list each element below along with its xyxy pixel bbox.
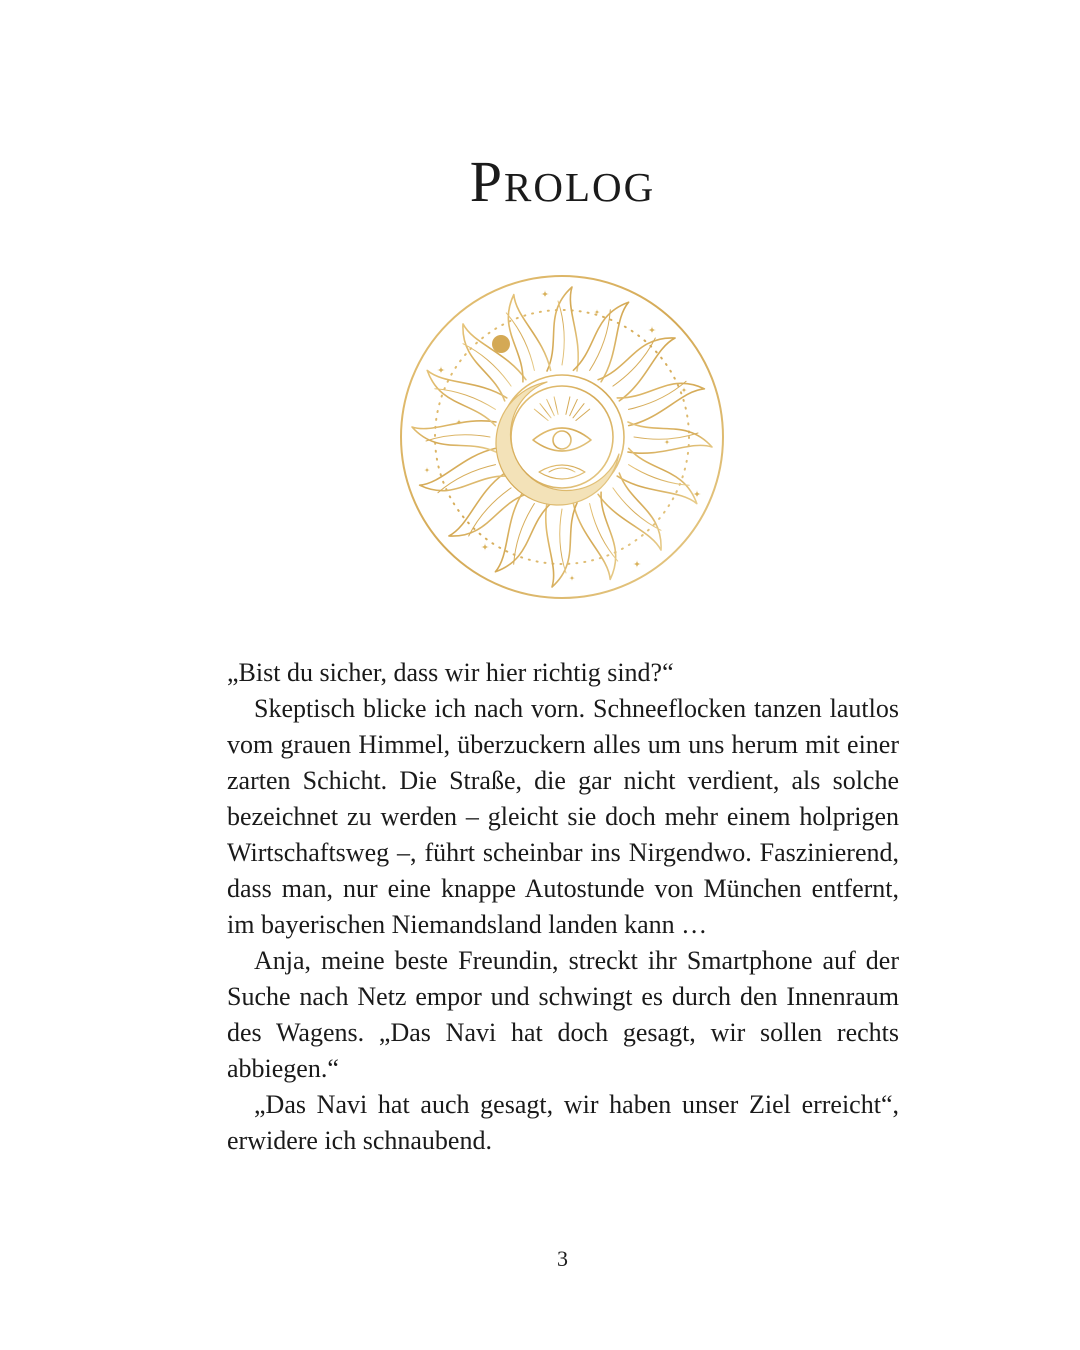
sun-ray (495, 492, 550, 572)
paragraph: „Bist du sicher, dass wir hier richtig sind?“ (227, 658, 674, 687)
sparkle-star-icon (664, 439, 670, 445)
sun-ray (617, 383, 704, 425)
chapter-title: Prolog (469, 149, 656, 214)
eye-lash (566, 397, 570, 415)
sun-ray-line (613, 338, 655, 386)
paragraph: Anja, meine beste Freundin, streckt ihr Smartphone auf der Suche nach Netz empor und schwingt es durch den Innenraum des Wagens. „Das Navi hat doch gesagt, wir sollen rechts abbiegen.“ (227, 946, 899, 1083)
sparkle-star-icon (681, 387, 687, 393)
sparkle-star-icon (481, 543, 489, 551)
sparkle-star-icon (437, 366, 445, 374)
sparkle-star-icon (633, 560, 641, 568)
page-number: 3 (557, 1246, 568, 1271)
sun-ray (617, 448, 697, 503)
sparkle-star-icon (424, 467, 430, 473)
sun-ray (427, 370, 507, 425)
eye-lash (554, 397, 558, 415)
sun-ray (573, 302, 628, 382)
sun-ray (508, 295, 550, 382)
sun-ray (463, 324, 526, 401)
prologue-text (227, 655, 899, 1159)
paragraph: Skeptisch blicke ich nach vorn. Schneeflocken tanzen lautlos vom grauen Himmel, überzuckern alles um uns herum mit einer zarten Schicht. Die Straße, die gar nicht verdient, als solche bezeichnet zu werden – gleicht sie doch mehr einem holprigen Wirtschaftsweg –, führt scheinbar ins Nirgendwo. Faszinierend, dass man, nur eine knappe Autostunde von München entfernt, im bayerischen Niemandsland landen kann … (227, 694, 899, 939)
sun-moon-eye-icon (397, 272, 727, 602)
sun-ray (598, 473, 661, 550)
sparkle-star-icon (648, 326, 656, 334)
sun-ray (573, 492, 615, 579)
sparkle-star-icon (569, 575, 575, 581)
sparkle-star-icon (541, 290, 549, 298)
sun-ray (598, 338, 675, 401)
paragraph: „Das Navi hat auch gesagt, wir haben unser Ziel erreicht“, erwidere ich schnaubend. (227, 1090, 899, 1155)
sun-ray (420, 448, 507, 490)
